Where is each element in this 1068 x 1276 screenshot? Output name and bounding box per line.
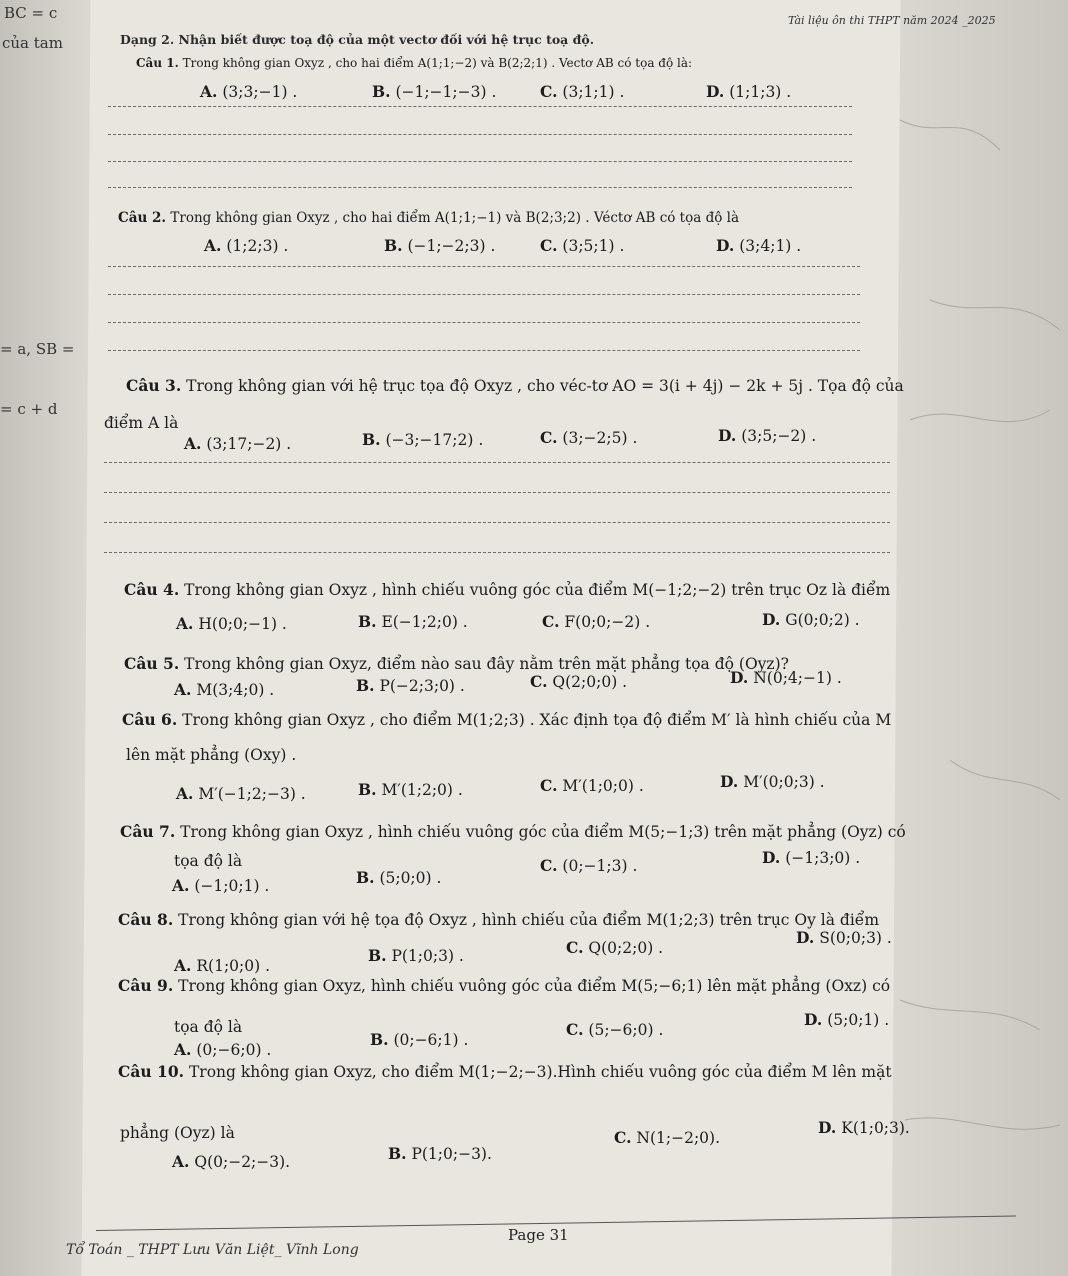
q1-option-b[interactable]: B. (−1;−1;−3) . xyxy=(372,82,497,101)
answer-line xyxy=(108,134,852,135)
q7-option-d[interactable]: D. (−1;3;0) . xyxy=(762,848,861,867)
q9-option-a[interactable]: A. (0;−6;0) . xyxy=(174,1040,272,1059)
answer-line xyxy=(104,462,890,463)
q6-option-b[interactable]: B. M′(1;2;0) . xyxy=(358,780,463,799)
question-7: Câu 7. Trong không gian Oxyz , hình chiếu vuông góc của điểm M(5;−1;3) trên mặt phẳng (Oyz) có xyxy=(120,822,906,841)
answer-line xyxy=(108,294,860,295)
q3-option-b[interactable]: B. (−3;−17;2) . xyxy=(362,430,484,449)
q4-option-a[interactable]: A. H(0;0;−1) . xyxy=(176,614,287,633)
q8-option-c[interactable]: C. Q(0;2;0) . xyxy=(566,938,664,957)
section-title: Dạng 2. Nhận biết được toạ độ của một vectơ đối với hệ trục toạ độ. xyxy=(120,32,595,47)
q10-option-b[interactable]: B. P(1;0;−3). xyxy=(388,1144,492,1163)
q5-option-a[interactable]: A. M(3;4;0) . xyxy=(174,680,275,699)
q4-option-b[interactable]: B. E(−1;2;0) . xyxy=(358,612,468,631)
q1-option-c[interactable]: C. (3;1;1) . xyxy=(540,82,625,101)
side-fragment: của tam xyxy=(2,34,63,52)
q10-option-a[interactable]: A. Q(0;−2;−3). xyxy=(172,1152,291,1171)
q3-option-c[interactable]: C. (3;−2;5) . xyxy=(540,428,638,447)
question-3-continued: điểm A là xyxy=(104,414,179,432)
q6-option-a[interactable]: A. M′(−1;2;−3) . xyxy=(176,784,306,803)
page-number: Page 31 xyxy=(508,1226,569,1244)
side-fragment: = a, SB = xyxy=(0,340,75,358)
question-4: Câu 4. Trong không gian Oxyz , hình chiếu vuông góc của điểm M(−1;2;−2) trên trục Oz là điểm xyxy=(124,580,891,599)
q3-option-a[interactable]: A. (3;17;−2) . xyxy=(184,434,292,453)
answer-line xyxy=(104,552,890,553)
q9-option-b[interactable]: B. (0;−6;1) . xyxy=(370,1030,469,1049)
q2-option-c[interactable]: C. (3;5;1) . xyxy=(540,236,625,255)
q5-option-c[interactable]: C. Q(2;0;0) . xyxy=(530,672,628,691)
question-10: Câu 10. Trong không gian Oxyz, cho điểm M(1;−2;−3).Hình chiếu vuông góc của điểm M lên mặt xyxy=(118,1062,892,1081)
q5-option-d[interactable]: D. N(0;4;−1) . xyxy=(730,668,842,687)
question-2: Câu 2. Trong không gian Oxyz , cho hai điểm A(1;1;−1) và B(2;3;2) . Véctơ AB có tọa độ là xyxy=(118,210,739,226)
answer-line xyxy=(108,161,852,162)
q2-option-d[interactable]: D. (3;4;1) . xyxy=(716,236,802,255)
q6-option-d[interactable]: D. M′(0;0;3) . xyxy=(720,772,825,791)
q7-option-b[interactable]: B. (5;0;0) . xyxy=(356,868,442,887)
source-header: Tài liệu ôn thi THPT năm 2024 _2025 xyxy=(788,14,996,27)
q7-option-a[interactable]: A. (−1;0;1) . xyxy=(172,876,270,895)
q4-option-d[interactable]: D. G(0;0;2) . xyxy=(762,610,860,629)
q8-option-b[interactable]: B. P(1;0;3) . xyxy=(368,946,464,965)
answer-line xyxy=(108,266,860,267)
q9-option-c[interactable]: C. (5;−6;0) . xyxy=(566,1020,664,1039)
q6-option-c[interactable]: C. M′(1;0;0) . xyxy=(540,776,644,795)
question-7-continued: tọa độ là xyxy=(174,852,243,870)
question-9: Câu 9. Trong không gian Oxyz, hình chiếu vuông góc của điểm M(5;−6;1) lên mặt phẳng (Oxz) có xyxy=(118,976,891,995)
q8-option-d[interactable]: D. S(0;0;3) . xyxy=(796,928,892,947)
question-8: Câu 8. Trong không gian với hệ tọa độ Oxyz , hình chiếu của điểm M(1;2;3) trên trục Oy là điểm xyxy=(118,910,880,929)
side-fragment: = c + d xyxy=(0,400,58,418)
q4-option-c[interactable]: C. F(0;0;−2) . xyxy=(542,612,651,631)
question-6: Câu 6. Trong không gian Oxyz , cho điểm M(1;2;3) . Xác định tọa độ điểm M′ là hình chiếu của M xyxy=(122,710,892,729)
question-6-continued: lên mặt phẳng (Oxy) . xyxy=(126,746,297,764)
answer-line xyxy=(104,522,890,523)
q7-option-c[interactable]: C. (0;−1;3) . xyxy=(540,856,638,875)
school-footer: Tổ Toán _ THPT Lưu Văn Liệt_ Vĩnh Long xyxy=(66,1242,359,1258)
question-5: Câu 5. Trong không gian Oxyz, điểm nào sau đây nằm trên mặt phẳng tọa độ (Oyz)? xyxy=(124,654,789,673)
question-9-continued: tọa độ là xyxy=(174,1018,243,1036)
q10-option-d[interactable]: D. K(1;0;3). xyxy=(818,1118,910,1137)
answer-line xyxy=(108,106,852,107)
q1-option-d[interactable]: D. (1;1;3) . xyxy=(706,82,792,101)
q1-option-a[interactable]: A. (3;3;−1) . xyxy=(200,82,298,101)
q2-option-b[interactable]: B. (−1;−2;3) . xyxy=(384,236,496,255)
answer-line xyxy=(108,187,852,188)
q10-option-c[interactable]: C. N(1;−2;0). xyxy=(614,1128,721,1147)
question-10-continued: phẳng (Oyz) là xyxy=(120,1124,235,1142)
question-1: Câu 1. Trong không gian Oxyz , cho hai điểm A(1;1;−2) và B(2;2;1) . Vectơ AB có tọa độ là: xyxy=(136,56,693,70)
answer-line xyxy=(108,350,860,351)
question-3: Câu 3. Trong không gian với hệ trục tọa độ Oxyz , cho véc-tơ AO = 3(i + 4j) − 2k + 5j . Tọa độ của xyxy=(126,376,904,395)
q9-option-d[interactable]: D. (5;0;1) . xyxy=(804,1010,890,1029)
answer-line xyxy=(104,492,890,493)
q3-option-d[interactable]: D. (3;5;−2) . xyxy=(718,426,817,445)
answer-line xyxy=(108,322,860,323)
q5-option-b[interactable]: B. P(−2;3;0) . xyxy=(356,676,465,695)
side-fragment: BC = c xyxy=(4,4,58,22)
q2-option-a[interactable]: A. (1;2;3) . xyxy=(204,236,289,255)
q8-option-a[interactable]: A. R(1;0;0) . xyxy=(174,956,271,975)
